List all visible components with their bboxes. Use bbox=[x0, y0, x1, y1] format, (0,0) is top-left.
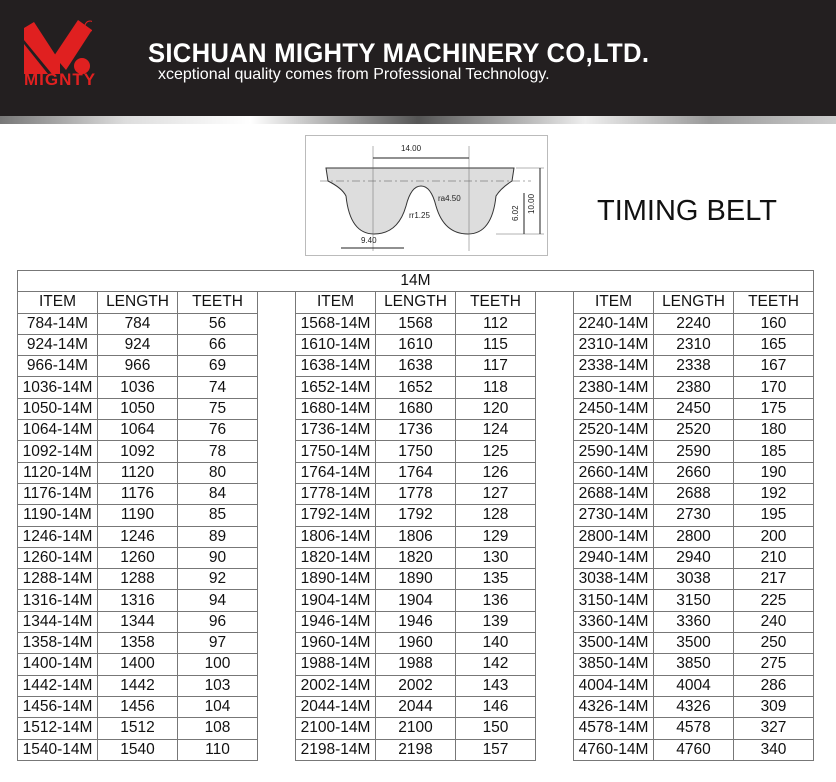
teeth-cell: 117 bbox=[456, 356, 536, 377]
teeth-cell: 165 bbox=[734, 334, 814, 355]
item-cell: 1568-14M bbox=[296, 313, 376, 334]
header-row bbox=[18, 292, 814, 313]
item-cell: 4004-14M bbox=[574, 675, 654, 696]
length-cell: 2940 bbox=[654, 547, 734, 568]
teeth-cell: 103 bbox=[178, 675, 258, 696]
teeth-cell: 118 bbox=[456, 377, 536, 398]
length-cell: 1890 bbox=[376, 569, 456, 590]
teeth-cell: 110 bbox=[178, 739, 258, 760]
item-cell: 1764-14M bbox=[296, 462, 376, 483]
length-cell: 3150 bbox=[654, 590, 734, 611]
table-row bbox=[18, 420, 814, 441]
teeth-cell: 69 bbox=[178, 356, 258, 377]
length-cell: 2660 bbox=[654, 462, 734, 483]
item-cell: 1988-14M bbox=[296, 654, 376, 675]
item-cell: 1652-14M bbox=[296, 377, 376, 398]
item-cell: 1806-14M bbox=[296, 526, 376, 547]
item-cell: 1246-14M bbox=[18, 526, 98, 547]
item-cell: 1288-14M bbox=[18, 569, 98, 590]
item-cell: 1092-14M bbox=[18, 441, 98, 462]
width-label: 9.40 bbox=[361, 236, 377, 245]
teeth-cell: 240 bbox=[734, 611, 814, 632]
table-row bbox=[18, 654, 814, 675]
teeth-cell: 136 bbox=[456, 590, 536, 611]
table-row bbox=[18, 611, 814, 632]
teeth-cell: 108 bbox=[178, 718, 258, 739]
teeth-cell: 94 bbox=[178, 590, 258, 611]
item-cell: 2002-14M bbox=[296, 675, 376, 696]
item-cell: 2730-14M bbox=[574, 505, 654, 526]
item-cell: 1358-14M bbox=[18, 633, 98, 654]
teeth-cell: 89 bbox=[178, 526, 258, 547]
teeth-cell: 66 bbox=[178, 334, 258, 355]
teeth-cell: 135 bbox=[456, 569, 536, 590]
item-cell: 3360-14M bbox=[574, 611, 654, 632]
item-cell: 2310-14M bbox=[574, 334, 654, 355]
item-cell: 3038-14M bbox=[574, 569, 654, 590]
teeth-cell: 309 bbox=[734, 696, 814, 717]
teeth-cell: 200 bbox=[734, 526, 814, 547]
teeth-cell: 146 bbox=[456, 696, 536, 717]
length-cell: 2044 bbox=[376, 696, 456, 717]
teeth-cell: 84 bbox=[178, 483, 258, 504]
length-cell: 1764 bbox=[376, 462, 456, 483]
length-cell: 1358 bbox=[98, 633, 178, 654]
header-banner bbox=[0, 0, 836, 116]
teeth-cell: 104 bbox=[178, 696, 258, 717]
item-cell: 2660-14M bbox=[574, 462, 654, 483]
length-cell: 2002 bbox=[376, 675, 456, 696]
length-cell: 3038 bbox=[654, 569, 734, 590]
teeth-cell: 140 bbox=[456, 633, 536, 654]
teeth-cell: 96 bbox=[178, 611, 258, 632]
teeth-cell: 142 bbox=[456, 654, 536, 675]
teeth-cell: 275 bbox=[734, 654, 814, 675]
ra-label: ra4.50 bbox=[438, 194, 461, 203]
length-cell: 4578 bbox=[654, 718, 734, 739]
item-cell: 1316-14M bbox=[18, 590, 98, 611]
teeth-cell: 327 bbox=[734, 718, 814, 739]
item-cell: 784-14M bbox=[18, 313, 98, 334]
teeth-cell: 129 bbox=[456, 526, 536, 547]
group-spacer bbox=[536, 292, 574, 761]
logo-text: MIGNTY bbox=[24, 70, 97, 89]
length-cell: 1792 bbox=[376, 505, 456, 526]
belt-profile-diagram bbox=[305, 135, 548, 256]
column-header: TEETH bbox=[178, 292, 258, 313]
length-cell: 3360 bbox=[654, 611, 734, 632]
length-cell: 3850 bbox=[654, 654, 734, 675]
item-cell: 1176-14M bbox=[18, 483, 98, 504]
length-cell: 1036 bbox=[98, 377, 178, 398]
length-cell: 784 bbox=[98, 313, 178, 334]
item-cell: 2450-14M bbox=[574, 398, 654, 419]
table-row bbox=[18, 633, 814, 654]
item-cell: 2100-14M bbox=[296, 718, 376, 739]
item-cell: 1610-14M bbox=[296, 334, 376, 355]
item-cell: 1638-14M bbox=[296, 356, 376, 377]
length-cell: 1568 bbox=[376, 313, 456, 334]
item-cell: 2688-14M bbox=[574, 483, 654, 504]
company-name: SICHUAN MIGHTY MACHINERY CO,LTD. bbox=[148, 38, 650, 68]
item-cell: 966-14M bbox=[18, 356, 98, 377]
teeth-cell: 74 bbox=[178, 377, 258, 398]
item-cell: 1778-14M bbox=[296, 483, 376, 504]
length-cell: 1680 bbox=[376, 398, 456, 419]
teeth-cell: 167 bbox=[734, 356, 814, 377]
length-cell: 2310 bbox=[654, 334, 734, 355]
length-cell: 2730 bbox=[654, 505, 734, 526]
column-header: LENGTH bbox=[654, 292, 734, 313]
item-cell: 1750-14M bbox=[296, 441, 376, 462]
item-cell: 1260-14M bbox=[18, 547, 98, 568]
teeth-cell: 120 bbox=[456, 398, 536, 419]
teeth-cell: 160 bbox=[734, 313, 814, 334]
item-cell: 2590-14M bbox=[574, 441, 654, 462]
length-cell: 2688 bbox=[654, 483, 734, 504]
item-cell: 1904-14M bbox=[296, 590, 376, 611]
length-cell: 1442 bbox=[98, 675, 178, 696]
item-cell: 3850-14M bbox=[574, 654, 654, 675]
table-row bbox=[18, 441, 814, 462]
item-cell: 924-14M bbox=[18, 334, 98, 355]
length-cell: 1512 bbox=[98, 718, 178, 739]
item-cell: 1792-14M bbox=[296, 505, 376, 526]
item-cell: 1736-14M bbox=[296, 420, 376, 441]
teeth-cell: 112 bbox=[456, 313, 536, 334]
column-header: ITEM bbox=[574, 292, 654, 313]
length-cell: 1288 bbox=[98, 569, 178, 590]
table-row bbox=[18, 398, 814, 419]
teeth-cell: 115 bbox=[456, 334, 536, 355]
teeth-cell: 157 bbox=[456, 739, 536, 760]
length-cell: 4004 bbox=[654, 675, 734, 696]
product-title: TIMING BELT bbox=[597, 195, 777, 227]
length-cell: 2520 bbox=[654, 420, 734, 441]
length-cell: 3500 bbox=[654, 633, 734, 654]
teeth-cell: 85 bbox=[178, 505, 258, 526]
length-cell: 1750 bbox=[376, 441, 456, 462]
teeth-cell: 210 bbox=[734, 547, 814, 568]
teeth-cell: 180 bbox=[734, 420, 814, 441]
teeth-cell: 286 bbox=[734, 675, 814, 696]
length-cell: 2380 bbox=[654, 377, 734, 398]
length-cell: 1806 bbox=[376, 526, 456, 547]
teeth-cell: 125 bbox=[456, 441, 536, 462]
length-cell: 2800 bbox=[654, 526, 734, 547]
length-cell: 1092 bbox=[98, 441, 178, 462]
teeth-cell: 192 bbox=[734, 483, 814, 504]
item-cell: 1400-14M bbox=[18, 654, 98, 675]
table-row bbox=[18, 526, 814, 547]
length-cell: 1778 bbox=[376, 483, 456, 504]
length-cell: 1540 bbox=[98, 739, 178, 760]
item-cell: 1820-14M bbox=[296, 547, 376, 568]
teeth-cell: 340 bbox=[734, 739, 814, 760]
column-header: LENGTH bbox=[98, 292, 178, 313]
length-cell: 2240 bbox=[654, 313, 734, 334]
table-row bbox=[18, 483, 814, 504]
item-cell: 4760-14M bbox=[574, 739, 654, 760]
length-cell: 4760 bbox=[654, 739, 734, 760]
table-row bbox=[18, 675, 814, 696]
tagline: xceptional quality comes from Professional Technology. bbox=[158, 66, 550, 83]
item-cell: 1540-14M bbox=[18, 739, 98, 760]
length-cell: 1064 bbox=[98, 420, 178, 441]
length-cell: 1190 bbox=[98, 505, 178, 526]
teeth-cell: 150 bbox=[456, 718, 536, 739]
teeth-cell: 127 bbox=[456, 483, 536, 504]
length-cell: 1260 bbox=[98, 547, 178, 568]
length-cell: 4326 bbox=[654, 696, 734, 717]
length-cell: 1610 bbox=[376, 334, 456, 355]
item-cell: 1680-14M bbox=[296, 398, 376, 419]
item-cell: 1036-14M bbox=[18, 377, 98, 398]
length-cell: 1050 bbox=[98, 398, 178, 419]
teeth-cell: 126 bbox=[456, 462, 536, 483]
table-row bbox=[18, 590, 814, 611]
length-cell: 1638 bbox=[376, 356, 456, 377]
item-cell: 1946-14M bbox=[296, 611, 376, 632]
length-cell: 2590 bbox=[654, 441, 734, 462]
item-cell: 3150-14M bbox=[574, 590, 654, 611]
column-header: ITEM bbox=[18, 292, 98, 313]
teeth-cell: 250 bbox=[734, 633, 814, 654]
teeth-cell: 225 bbox=[734, 590, 814, 611]
teeth-cell: 185 bbox=[734, 441, 814, 462]
length-cell: 1316 bbox=[98, 590, 178, 611]
table-title: 14M bbox=[18, 271, 814, 292]
table-row bbox=[18, 334, 814, 355]
teeth-cell: 139 bbox=[456, 611, 536, 632]
divider-stripe bbox=[0, 116, 836, 124]
teeth-cell: 217 bbox=[734, 569, 814, 590]
table-row bbox=[18, 718, 814, 739]
item-cell: 1120-14M bbox=[18, 462, 98, 483]
teeth-cell: 90 bbox=[178, 547, 258, 568]
teeth-cell: 190 bbox=[734, 462, 814, 483]
item-cell: 2520-14M bbox=[574, 420, 654, 441]
item-cell: 1960-14M bbox=[296, 633, 376, 654]
item-cell: 2240-14M bbox=[574, 313, 654, 334]
item-cell: 2940-14M bbox=[574, 547, 654, 568]
length-cell: 1120 bbox=[98, 462, 178, 483]
table-row bbox=[18, 569, 814, 590]
item-cell: 3500-14M bbox=[574, 633, 654, 654]
item-cell: 1344-14M bbox=[18, 611, 98, 632]
length-cell: 1652 bbox=[376, 377, 456, 398]
column-header: LENGTH bbox=[376, 292, 456, 313]
table-row bbox=[18, 313, 814, 334]
timing-belt-table bbox=[17, 270, 814, 761]
item-cell: 1512-14M bbox=[18, 718, 98, 739]
column-header: TEETH bbox=[734, 292, 814, 313]
table-row bbox=[18, 739, 814, 760]
length-cell: 2100 bbox=[376, 718, 456, 739]
item-cell: 4326-14M bbox=[574, 696, 654, 717]
item-cell: 1456-14M bbox=[18, 696, 98, 717]
length-cell: 1988 bbox=[376, 654, 456, 675]
teeth-cell: 78 bbox=[178, 441, 258, 462]
teeth-cell: 170 bbox=[734, 377, 814, 398]
tooth-height-label: 6.02 bbox=[511, 205, 520, 221]
length-cell: 1946 bbox=[376, 611, 456, 632]
length-cell: 1456 bbox=[98, 696, 178, 717]
item-cell: 2198-14M bbox=[296, 739, 376, 760]
item-cell: 1050-14M bbox=[18, 398, 98, 419]
item-cell: 4578-14M bbox=[574, 718, 654, 739]
table-row bbox=[18, 505, 814, 526]
belt-height-label: 10.00 bbox=[527, 193, 536, 214]
teeth-cell: 56 bbox=[178, 313, 258, 334]
rr-label: rr1.25 bbox=[409, 211, 430, 220]
length-cell: 1904 bbox=[376, 590, 456, 611]
length-cell: 1400 bbox=[98, 654, 178, 675]
teeth-cell: 128 bbox=[456, 505, 536, 526]
teeth-cell: 97 bbox=[178, 633, 258, 654]
teeth-cell: 143 bbox=[456, 675, 536, 696]
item-cell: 2338-14M bbox=[574, 356, 654, 377]
length-cell: 924 bbox=[98, 334, 178, 355]
teeth-cell: 76 bbox=[178, 420, 258, 441]
item-cell: 2380-14M bbox=[574, 377, 654, 398]
item-cell: 1442-14M bbox=[18, 675, 98, 696]
item-cell: 2800-14M bbox=[574, 526, 654, 547]
teeth-cell: 175 bbox=[734, 398, 814, 419]
teeth-cell: 92 bbox=[178, 569, 258, 590]
teeth-cell: 195 bbox=[734, 505, 814, 526]
table-row bbox=[18, 377, 814, 398]
column-header: TEETH bbox=[456, 292, 536, 313]
table-row bbox=[18, 356, 814, 377]
length-cell: 2198 bbox=[376, 739, 456, 760]
item-cell: 2044-14M bbox=[296, 696, 376, 717]
length-cell: 2338 bbox=[654, 356, 734, 377]
length-cell: 1960 bbox=[376, 633, 456, 654]
length-cell: 1176 bbox=[98, 483, 178, 504]
item-cell: 1190-14M bbox=[18, 505, 98, 526]
length-cell: 1736 bbox=[376, 420, 456, 441]
group-spacer bbox=[258, 292, 296, 761]
item-cell: 1890-14M bbox=[296, 569, 376, 590]
teeth-cell: 124 bbox=[456, 420, 536, 441]
table-row bbox=[18, 462, 814, 483]
teeth-cell: 75 bbox=[178, 398, 258, 419]
teeth-cell: 100 bbox=[178, 654, 258, 675]
column-header: ITEM bbox=[296, 292, 376, 313]
length-cell: 1344 bbox=[98, 611, 178, 632]
item-cell: 1064-14M bbox=[18, 420, 98, 441]
teeth-cell: 130 bbox=[456, 547, 536, 568]
teeth-cell: 80 bbox=[178, 462, 258, 483]
table-row bbox=[18, 547, 814, 568]
length-cell: 1246 bbox=[98, 526, 178, 547]
pitch-label: 14.00 bbox=[401, 144, 422, 153]
length-cell: 2450 bbox=[654, 398, 734, 419]
length-cell: 966 bbox=[98, 356, 178, 377]
table-row bbox=[18, 696, 814, 717]
length-cell: 1820 bbox=[376, 547, 456, 568]
